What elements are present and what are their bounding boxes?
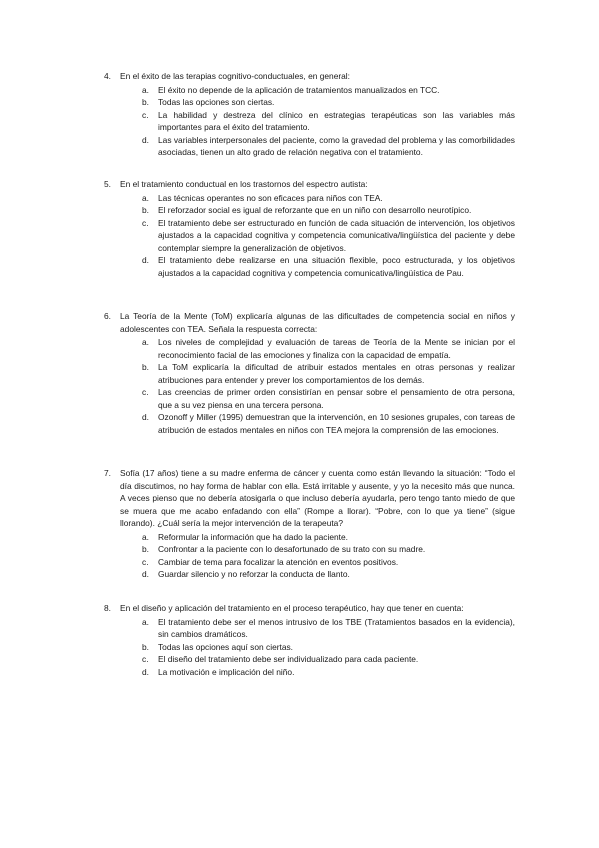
question-text: La Teoría de la Mente (ToM) explicaría algunas de las dificultades de competencia social en niños y adolescentes con TEA. Señala la respuesta correcta: [120, 311, 515, 334]
option-text: Las creencias de primer orden consistirían en pensar sobre el pensamiento de otra persona, que a su vez piensa en una tercera persona. [158, 387, 515, 410]
option-letter: a. [142, 84, 149, 95]
option-d [142, 666, 515, 679]
option-text: Las variables interpersonales del paciente, como la gravedad del problema y las comorbilidades asociadas, tienen un alto grado de relación negativa con el tratamiento. [158, 134, 515, 157]
question-8 [104, 602, 515, 678]
option-letter: a. [142, 616, 149, 627]
option-c [142, 217, 515, 255]
question-number: 4. [104, 71, 111, 81]
option-a [142, 616, 515, 641]
answer-options [142, 192, 515, 280]
question-number: 7. [104, 468, 111, 478]
question-6 [104, 310, 515, 436]
question-number: 5. [104, 179, 111, 189]
option-c [142, 653, 515, 666]
question-5 [104, 178, 515, 279]
option-text: El tratamiento debe ser el menos intrusivo de los TBE (Tratamientos basados en la evidencia), sin cambios dramáticos. [158, 616, 515, 639]
question-4 [104, 70, 515, 159]
option-letter: d. [142, 569, 149, 579]
option-text: Las técnicas operantes no son eficaces para niños con TEA. [158, 192, 383, 203]
option-letter: a. [142, 192, 149, 203]
option-letter: b. [142, 205, 149, 215]
option-letter: d. [142, 666, 149, 677]
option-letter: b. [142, 641, 149, 652]
answer-options [142, 336, 515, 436]
option-letter: b. [142, 97, 149, 107]
option-letter: c. [142, 387, 149, 397]
option-letter: c. [142, 654, 149, 664]
option-a [142, 336, 515, 361]
option-b [142, 641, 515, 654]
question-number: 6. [104, 311, 111, 321]
option-text: El reforzador social es igual de reforzante que en un niño con desarrollo neurotípico. [158, 205, 472, 215]
option-text: Ozonoff y Miller (1995) demuestran que la intervención, en 10 sesiones grupales, con tareas de atribución de estados mentales en niños con TEA mejora la comprensión de las emociones. [158, 412, 515, 435]
option-b [142, 543, 515, 556]
option-letter: b. [142, 362, 149, 372]
option-d [142, 411, 515, 436]
option-text: El diseño del tratamiento debe ser individualizado para cada paciente. [158, 654, 419, 664]
option-text: La ToM explicaría la dificultad de atribuir estados mentales en otras personas y realizar atribuciones para entender y prever los comportamientos de los demás. [158, 362, 515, 385]
answer-options [142, 616, 515, 679]
option-letter: c. [142, 217, 149, 228]
question-text: En el diseño y aplicación del tratamiento en el proceso terapéutico, hay que tener en cuenta: [120, 603, 464, 613]
question-text: En el éxito de las terapias cognitivo-conductuales, en general: [120, 71, 350, 81]
option-d [142, 568, 515, 581]
option-text: Todas las opciones aquí son ciertas. [158, 641, 294, 652]
option-letter: c. [142, 109, 149, 120]
option-text: Los niveles de complejidad y evaluación de tareas de Teoría de la Mente se inician por el reconocimiento facial de las emociones y finaliza con la capacidad de empatía. [158, 337, 515, 360]
option-text: La motivación e implicación del niño. [158, 666, 295, 677]
option-text: Reformular la información que ha dado la paciente. [158, 531, 348, 542]
option-a [142, 84, 515, 97]
option-text: Cambiar de tema para focalizar la atención en eventos positivos. [158, 556, 399, 567]
option-text: Todas las opciones son ciertas. [158, 97, 275, 107]
option-letter: a. [142, 531, 149, 542]
option-d [142, 254, 515, 279]
question-text: Sofía (17 años) tiene a su madre enferma de cáncer y cuenta como están llevando la situación: “Todo el día discutimos, no hay forma de hablar con ella. Está irritable y ausente, y yo la necesito más que nunca. A veces pienso que no debería atosigarla o que incluso debería ayudarla, pero tengo tanto miedo de que se muera que me acabo enfadando con ella” (Rompe a llorar). “Pobre, con lo que ya tiene” (sigue llorando). ¿Cuál sería la mejor intervención de la terapeuta? [120, 468, 515, 528]
option-text: El tratamiento debe ser estructurado en función de cada situación de intervención, los objetivos ajustados a la capacidad cognitiva y competencia comunicativa/lingüística del paciente y debe contemplar siempre la generalización de objetivos. [158, 217, 515, 253]
option-letter: a. [142, 337, 149, 347]
option-text: Confrontar a la paciente con lo desafortunado de su trato con su madre. [158, 544, 426, 554]
option-b [142, 96, 515, 109]
option-d [142, 134, 515, 159]
option-b [142, 204, 515, 217]
option-letter: b. [142, 544, 149, 554]
answer-options [142, 84, 515, 159]
question-number: 8. [104, 603, 111, 613]
option-text: El tratamiento debe realizarse en una situación flexible, poco estructurada, y los objetivos ajustados a la capacidad cognitiva y competencia comunicativa/lingüística de Pau. [158, 255, 515, 278]
option-c [142, 109, 515, 134]
option-c [142, 386, 515, 411]
option-letter: d. [142, 412, 149, 422]
option-letter: d. [142, 134, 149, 145]
question-7 [104, 467, 515, 581]
option-a [142, 192, 515, 205]
option-letter: c. [142, 556, 149, 567]
question-text: En el tratamiento conductual en los trastornos del espectro autista: [120, 179, 368, 189]
option-a [142, 531, 515, 544]
option-text: El éxito no depende de la aplicación de tratamientos manualizados en TCC. [158, 84, 440, 95]
option-letter: d. [142, 255, 149, 265]
option-b [142, 361, 515, 386]
option-c [142, 556, 515, 569]
answer-options [142, 531, 515, 581]
option-text: Guardar silencio y no reforzar la conducta de llanto. [158, 569, 350, 579]
option-text: La habilidad y destreza del clínico en estrategias terapéuticas son las variables más importantes para el éxito del tratamiento. [158, 109, 515, 132]
